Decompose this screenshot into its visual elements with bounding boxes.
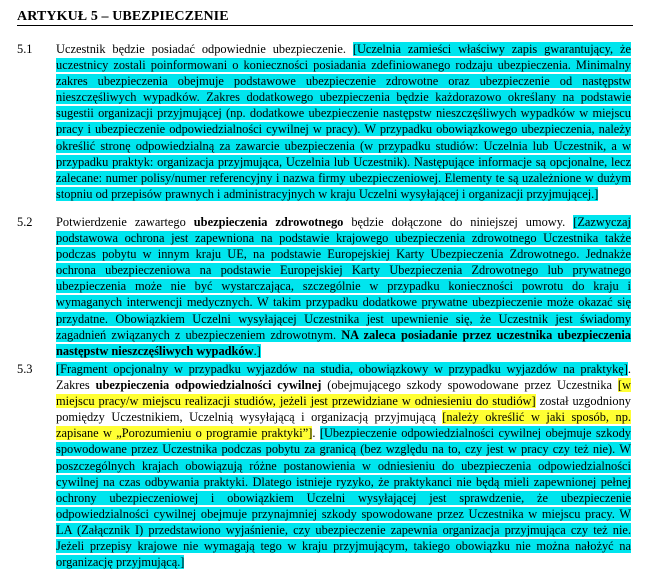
s2-note-end: .] bbox=[253, 343, 261, 358]
s1-text: Uczestnik będzie posiadać odpowiednie ubezpieczenie. bbox=[56, 42, 353, 56]
section-number-5-1: 5.1 bbox=[17, 42, 33, 56]
s3-text-2: (obejmującego szkody spowodowane przez Uczestnika bbox=[321, 378, 618, 393]
s2-bold-health-insurance: ubezpieczenia zdrowotnego bbox=[193, 215, 344, 229]
title-underline bbox=[17, 25, 633, 26]
s1-cyan-note: [Uczelnia zamieści właściwy zapis gwarantujący, że uczestnicy zostali poinformowani o konieczności posiadania zdefiniowanego rodzaju ubezpieczenia. Minimalny zakres ubezpieczenia obejmuje podstawowe ubezpieczenie zdrowotne oraz ubezpieczenie od następstw nieszczęśliwych wypadków. Zakres dodatkowego ubezpieczenia będzie każdorazowo określany na podstawie sugestii organizacji przyjmującej (np. dodatkowe ubezpieczenie następstw nieszczęśliwych wypadków w miejscu pracy i ubezpieczenie odpowiedzialności cywilnej w pracy). W przypadku obowiązkowego ubezpieczenia, należy określić stronę odpowiedzialną za zawarcie ubezpieczenia (w przypadku studiów: Uczelnia lub Uczestnik, a w przypadku praktyk: organizacja przyjmująca, Uczelnia lub Uczestnik). Następujące informacje są opcjonalne, lecz zalecane: numer polisy/numer referencyjny i nazwa firmy ubezpieczeniowej. Elementy te są uzależnione w dużym stopniu od przepisów prawnych i administracyjnych w kraju Uczelni wysyłającej i organizacji przyjmującej.] bbox=[56, 42, 631, 201]
article-title: ARTYKUŁ 5 – UBEZPIECZENIE bbox=[17, 9, 229, 24]
section-5-3-paragraph bbox=[56, 361, 631, 570]
section-5-2-paragraph bbox=[56, 214, 631, 359]
s3-cyan-optional: [Fragment opcjonalny w przypadku wyjazdów na studia, obowiązkowy w przypadku wyjazdów na praktykę] bbox=[56, 362, 628, 376]
section-5-1-paragraph bbox=[56, 41, 631, 202]
s2-note-text: [Zazwyczaj podstawowa ochrona jest zapewniona na podstawie krajowego ubezpieczenia zdrowotnego Uczestnika także podczas pobytu w innym kraju UE, na podstawie Europejskiej Karty Ubezpieczenia Zdrowotnego. Jednakże ochrona ubezpieczeniowa na podstawie Europejskiej Karty Ubezpieczenia Zdrowotnego lub prywatnego ubezpieczenia może nie być wystarczająca, szczególnie w przypadku konieczności powrotu do kraju i wymaganych interwencji medycznych. W takim przypadku dodatkowe prywatne ubezpieczenie może okazać się przydatne. Obowiązkiem Uczelni wysyłającej Uczestnika jest upewnienie się, że Uczestnik jest świadomy zagadnień związanych z ubezpieczeniem zdrowotnym. bbox=[56, 215, 631, 342]
s3-cyan-note: [Ubezpieczenie odpowiedzialności cywilnej obejmuje szkody spowodowane przez Uczestnika podczas pobytu za granicą (bez względu na to, czy jest w pracy czy też nie). W poszczególnych krajach obowiązują różne postanowienia w odniesieniu do ubezpieczenia odpowiedzialności cywilnej na czas odbywania praktyki. Dlatego istnieje ryzyko, że praktykanci nie będą mieli zapewnionej pełnej ochrony ubezpieczeniowej i obowiązkiem Uczelni wysyłającej jest sprawdzenie, że ubezpieczenie odpowiedzialności cywilnej obejmuje przynajmniej szkody spowodowane przez Uczestnika w miejscu pracy. W LA (Załącznik I) przedstawiono wyjaśnienie, czy ubezpieczenie zapewnia organizacja przyjmująca czy też nie. Jeżeli przepisy krajowe nie wymagają tego w kraju przyjmującym, takiego obowiązku nie można nałożyć na organizację przyjmującą.] bbox=[56, 426, 632, 570]
s2-text-1: Potwierdzenie zawartego bbox=[56, 215, 194, 229]
s3-yellow-place: [w miejscu pracy/w miejscu realizacji studiów, jeżeli jest przewidziane w odniesieniu do studiów] bbox=[56, 378, 631, 409]
s2-note-bold: NA zaleca posiadanie przez uczestnika ubezpieczenia następstw nieszczęśliwych wypadków bbox=[56, 327, 631, 358]
s2-text-2: będzie dołączone do niniejszej umowy. bbox=[343, 215, 574, 229]
s3-yellow-method: [należy określić w jaki sposób, np. zapisane w „Porozumieniu o programie praktyki”] bbox=[56, 410, 631, 441]
section-number-5-2: 5.2 bbox=[17, 215, 33, 229]
s2-cyan-note bbox=[56, 215, 631, 358]
section-number-5-3: 5.3 bbox=[17, 362, 33, 376]
s3-text-3: został uzgodniony pomiędzy Uczestnikiem, Uczelnią wysyłającą i organizacją przyjmującą bbox=[56, 394, 631, 425]
s3-text-4: . bbox=[312, 426, 320, 441]
s3-bold-liability: ubezpieczenia odpowiedzialności cywilnej bbox=[95, 378, 322, 393]
s3-text-1: . Zakres bbox=[56, 362, 631, 393]
